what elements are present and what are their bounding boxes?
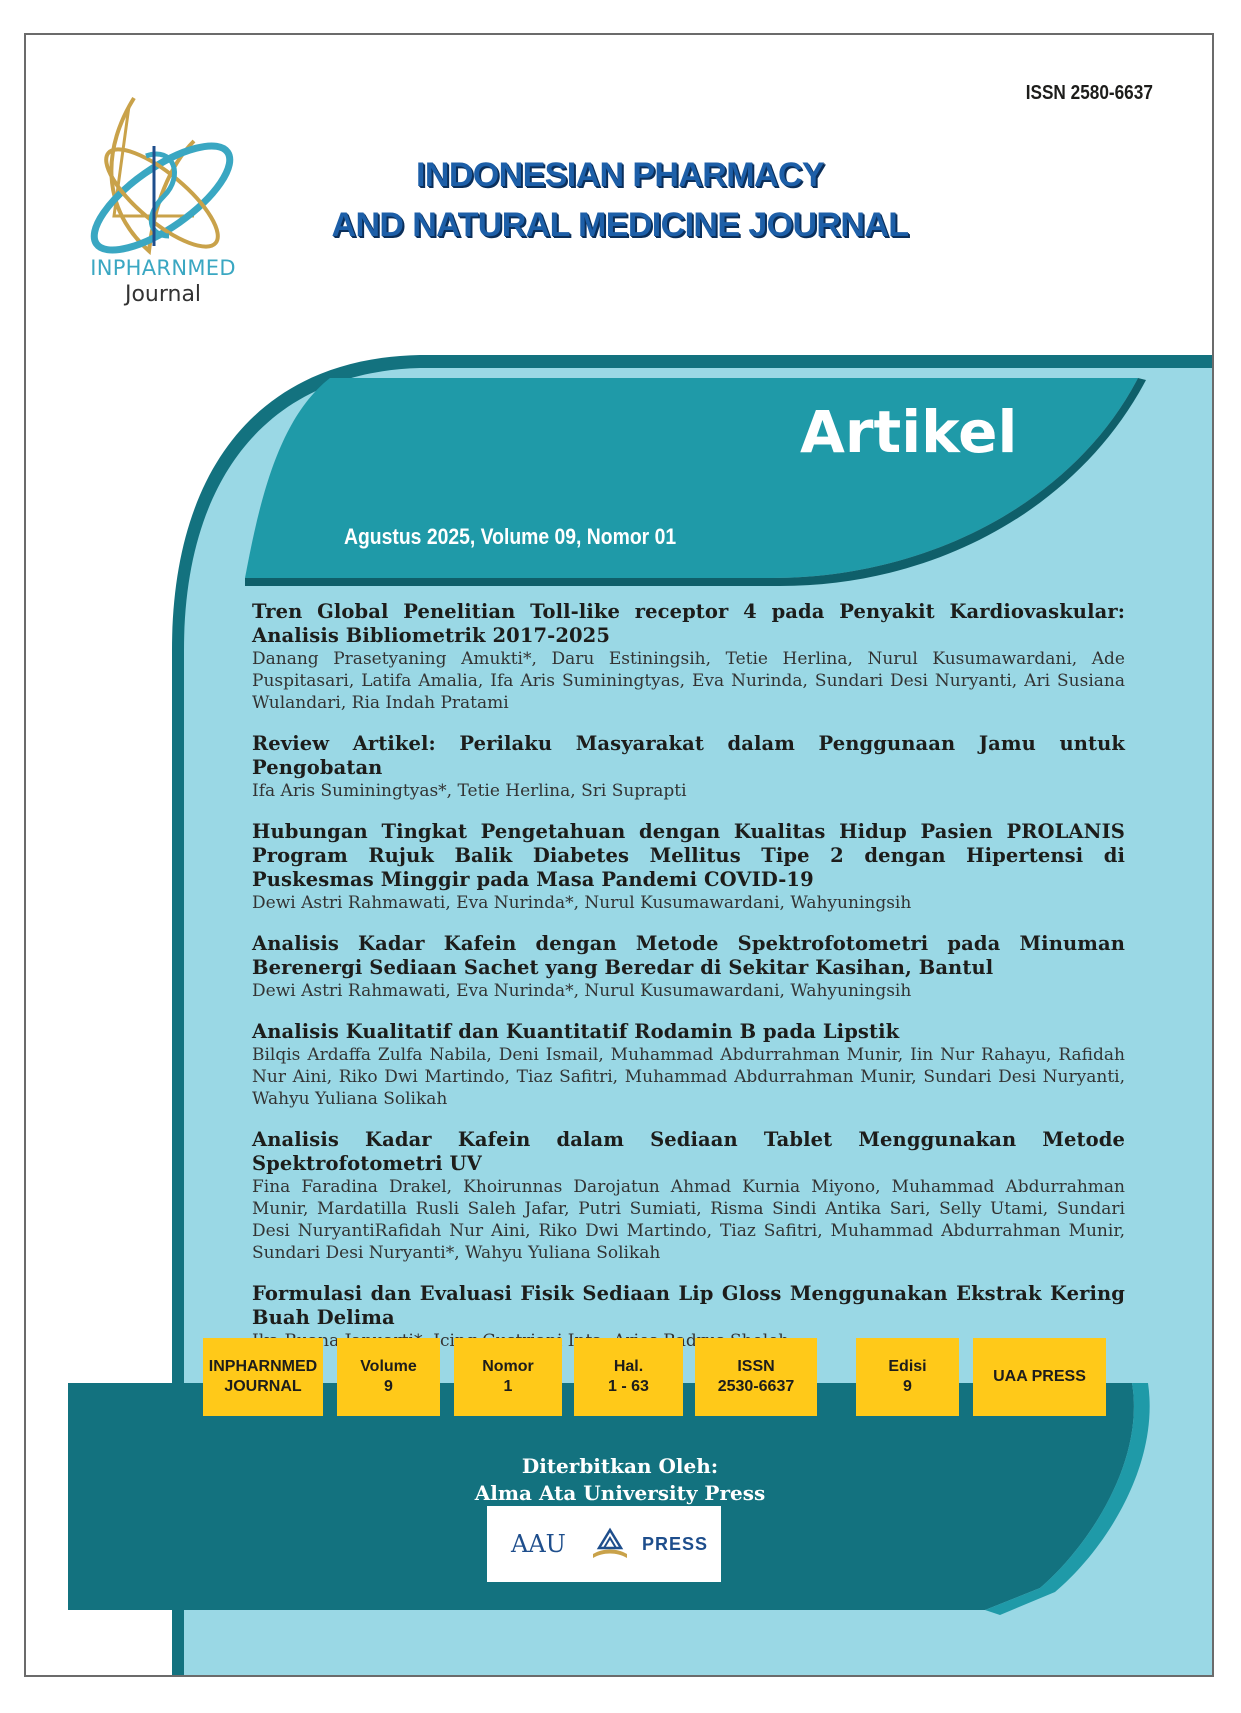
info-box-line2: 2530-6637 — [717, 1378, 795, 1395]
article-list — [252, 600, 1125, 1370]
publisher-logo-aau: AAU — [511, 1530, 566, 1558]
logo-name: INPHARNMED — [90, 256, 236, 280]
article-title: Review Artikel: Perilaku Masyarakat dalam Penggunaan Jamu untuk Pengobatan — [252, 732, 1125, 779]
info-box-line2: 1 - 63 — [608, 1378, 649, 1395]
issue-line: Agustus 2025, Volume 09, Nomor 01 — [344, 524, 677, 549]
info-box-line1: INPHARNMED — [208, 1358, 318, 1375]
publisher-logo-press: PRESS — [642, 1534, 709, 1554]
journal-title-line2: AND NATURAL MEDICINE JOURNAL — [331, 206, 909, 244]
info-box-publisher — [973, 1338, 1106, 1416]
article-authors: Dewi Astri Rahmawati, Eva Nurinda*, Nurul Kusumawardani, Wahyuningsih — [252, 981, 912, 1001]
article-item — [252, 732, 1125, 802]
publisher-logo — [487, 1506, 721, 1582]
article-title: Analisis Kadar Kafein dalam Sediaan Tablet Menggunakan Metode Spektrofotometri UV — [252, 1128, 1125, 1175]
info-box-line2: 1 — [503, 1378, 513, 1395]
logo-subtitle: Journal — [124, 282, 202, 307]
article-authors: Danang Prasetyaning Amukti*, Daru Estiningsih, Tetie Herlina, Nurul Kusumawardani, Ade Puspitasari, Latifa Amalia, Ifa Aris Suminingtyas, Eva Nurinda, Sundari Desi Nuryanti, Ari Susiana Wulandari, Ria Indah Pratami — [252, 649, 1125, 713]
info-box-line1: Hal. — [613, 1358, 644, 1375]
publisher-label: Diterbitkan Oleh: — [521, 1454, 719, 1478]
info-box-edisi — [856, 1338, 959, 1416]
article-item — [252, 932, 1125, 1002]
info-box-line1: Edisi — [888, 1358, 927, 1375]
article-item — [252, 1020, 1125, 1110]
journal-title-line1: INDONESIAN PHARMACY — [416, 156, 824, 194]
info-box-line2: 9 — [384, 1378, 393, 1395]
info-box-issn — [695, 1338, 817, 1416]
info-box-journal — [203, 1338, 323, 1416]
info-box-pages — [574, 1338, 683, 1416]
publisher-name: Alma Ata University Press — [474, 1481, 766, 1505]
article-authors: Fina Faradina Drakel, Khoirunnas Darojatun Ahmad Kurnia Miyono, Muhammad Abdurrahman Munir, Mardatilla Rusli Saleh Jafar, Putri Sumiati, Risma Sindi Antika Sari, Selly Utami, Sundari Desi NuryantiRafidah Nur Aini, Riko Dwi Martindo, Tiaz Safitri, Muhammad Abdurrahman Munir, Sundari Desi Nuryanti*, Wahyu Yuliana Solikah — [252, 1177, 1125, 1263]
article-item — [252, 1128, 1125, 1264]
info-box-volume — [337, 1338, 440, 1416]
article-authors: Dewi Astri Rahmawati, Eva Nurinda*, Nurul Kusumawardani, Wahyuningsih — [252, 893, 912, 913]
article-authors: Bilqis Ardaffa Zulfa Nabila, Deni Ismail, Muhammad Abdurrahman Munir, Iin Nur Rahayu, Rafidah Nur Aini, Riko Dwi Martindo, Tiaz Safitri, Muhammad Abdurrahman Munir, Sundari Desi Nuryanti, Wahyu Yuliana Solikah — [252, 1045, 1125, 1109]
info-box-line1: Volume — [360, 1358, 417, 1375]
info-box-line1: Nomor — [482, 1358, 534, 1375]
article-authors: Ifa Aris Suminingtyas*, Tetie Herlina, Sri Suprapti — [252, 781, 687, 801]
article-item — [252, 820, 1125, 914]
logo-orbit-icon — [79, 98, 244, 268]
info-box-line2: 9 — [903, 1378, 912, 1395]
section-title: Artikel — [800, 398, 1018, 466]
publisher-block — [420, 1453, 820, 1507]
article-title: Analisis Kualitatif dan Kuantitatif Rodamin B pada Lipstik — [252, 1020, 900, 1043]
article-item — [252, 600, 1125, 714]
info-box-row — [203, 1338, 1103, 1416]
info-box-line1: ISSN — [737, 1358, 775, 1375]
info-box-line2: JOURNAL — [224, 1378, 302, 1395]
article-title: Formulasi dan Evaluasi Fisik Sediaan Lip Gloss Menggunakan Ekstrak Kering Buah Delima — [252, 1282, 1125, 1329]
article-title: Tren Global Penelitian Toll-like receptor 4 pada Penyakit Kardiovaskular: Analisis Bibliometrik 2017-2025 — [252, 600, 1125, 647]
article-title: Hubungan Tingkat Pengetahuan dengan Kualitas Hidup Pasien PROLANIS Program Rujuk Balik Diabetes Mellitus Tipe 2 dengan Hipertensi di Puskesmas Minggir pada Masa Pandemi COVID-19 — [252, 820, 1125, 891]
article-title: Analisis Kadar Kafein dengan Metode Spektrofotometri pada Minuman Berenergi Sediaan Sachet yang Beredar di Sekitar Kasihan, Bantul — [252, 932, 1125, 979]
article-authors: Badrus — [663, 1331, 725, 1351]
info-box-nomor — [454, 1338, 562, 1416]
info-box-line1: UAA PRESS — [993, 1368, 1086, 1385]
issn-top: ISSN 2580-6637 — [1025, 82, 1153, 104]
book-crest-icon — [585, 1524, 635, 1566]
